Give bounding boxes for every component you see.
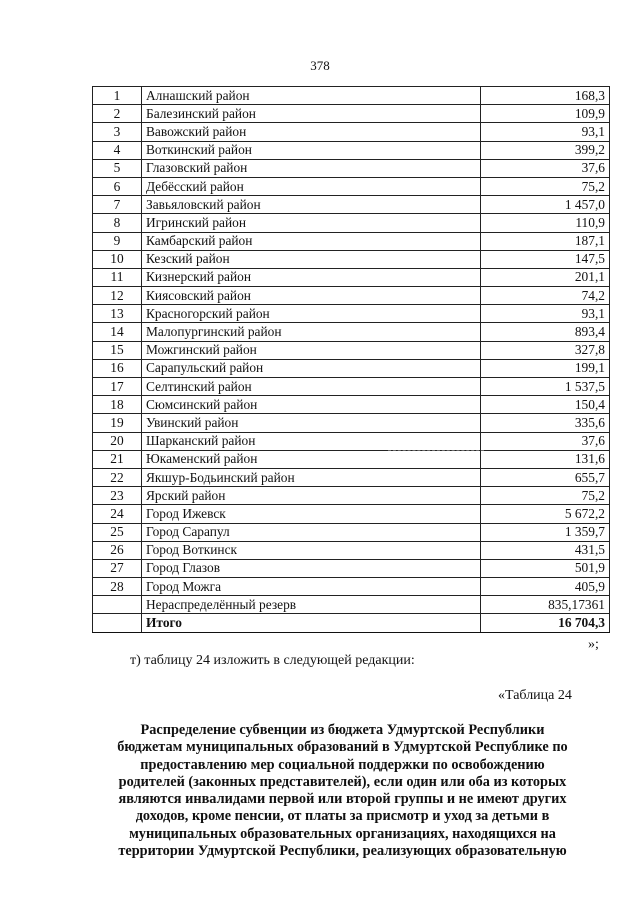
row-number: 10: [93, 250, 142, 268]
heading-line: являются инвалидами первой или второй группы и не имеют других: [118, 791, 567, 808]
municipality-name: Вавожский район: [142, 123, 481, 141]
row-number: 26: [93, 541, 142, 559]
row-value: 93,1: [481, 123, 610, 141]
municipality-name: Завьяловский район: [142, 196, 481, 214]
row-value: 201,1: [481, 268, 610, 286]
row-value: 1 359,7: [481, 523, 610, 541]
row-value: 399,2: [481, 141, 610, 159]
municipality-name: Дебёсский район: [142, 177, 481, 195]
table-row: [93, 505, 610, 523]
row-number: 7: [93, 196, 142, 214]
municipality-name: Город Глазов: [142, 559, 481, 577]
row-number: 1: [93, 87, 142, 105]
row-number: 3: [93, 123, 142, 141]
municipality-name: Балезинский район: [142, 105, 481, 123]
table-row: [93, 468, 610, 486]
table-row: [93, 159, 610, 177]
row-value: 893,4: [481, 323, 610, 341]
total-value: 16 704,3: [481, 614, 610, 632]
row-number: 18: [93, 396, 142, 414]
heading-line: муниципальных образовательных организациях, находящихся на: [129, 825, 556, 842]
row-value: 1 537,5: [481, 378, 610, 396]
table-row: [93, 268, 610, 286]
municipality-name: Глазовский район: [142, 159, 481, 177]
municipality-name: Город Воткинск: [142, 541, 481, 559]
table-row: [93, 287, 610, 305]
table-row: [93, 432, 610, 450]
row-value: 405,9: [481, 578, 610, 596]
municipality-name: Кизнерский район: [142, 268, 481, 286]
heading-line: предоставлению мер социальной поддержки по освобождению: [140, 756, 545, 773]
row-number: 13: [93, 305, 142, 323]
scan-artifact-dash: [388, 450, 484, 451]
row-value: 199,1: [481, 359, 610, 377]
table-row: [93, 341, 610, 359]
table-row: [93, 414, 610, 432]
row-value: 187,1: [481, 232, 610, 250]
table-row: [93, 87, 610, 105]
row-value: 327,8: [481, 341, 610, 359]
heading-line: бюджетам муниципальных образований в Удмуртской Республике по: [117, 739, 568, 756]
row-value: 131,6: [481, 450, 610, 468]
row-value: 74,2: [481, 287, 610, 305]
table-row: [93, 232, 610, 250]
table-row: [93, 141, 610, 159]
row-value: 655,7: [481, 468, 610, 486]
row-value: 110,9: [481, 214, 610, 232]
municipality-name: Можгинский район: [142, 341, 481, 359]
total-label: Итого: [142, 614, 481, 632]
row-number: 27: [93, 559, 142, 577]
row-number: 20: [93, 432, 142, 450]
row-value: 431,5: [481, 541, 610, 559]
row-number: 11: [93, 268, 142, 286]
table-row: [93, 177, 610, 195]
row-number: 9: [93, 232, 142, 250]
heading-line: родителей (законных представителей), если один или оба из которых: [118, 773, 567, 790]
row-value: 5 672,2: [481, 505, 610, 523]
row-value: 37,6: [481, 159, 610, 177]
table-row: [93, 323, 610, 341]
row-number: 5: [93, 159, 142, 177]
municipality-name: Юкаменский район: [142, 450, 481, 468]
row-number: 8: [93, 214, 142, 232]
table-row: [93, 450, 610, 468]
municipality-name: Город Сарапул: [142, 523, 481, 541]
table-row: [93, 214, 610, 232]
subvention-table: [92, 86, 610, 633]
municipality-name: Город Ижевск: [142, 505, 481, 523]
table-body: [93, 87, 610, 633]
table-heading: [95, 722, 590, 860]
row-value: 501,9: [481, 559, 610, 577]
table-row: [93, 596, 610, 614]
row-number: 19: [93, 414, 142, 432]
row-value: 37,6: [481, 432, 610, 450]
page-number: 378: [310, 58, 330, 73]
row-number: 23: [93, 487, 142, 505]
municipality-name: Камбарский район: [142, 232, 481, 250]
row-number: 22: [93, 468, 142, 486]
row-value: 1 457,0: [481, 196, 610, 214]
row-value: 150,4: [481, 396, 610, 414]
municipality-name: Сарапульский район: [142, 359, 481, 377]
table-row: [93, 359, 610, 377]
row-number: 17: [93, 378, 142, 396]
row-value: 335,6: [481, 414, 610, 432]
row-number: 6: [93, 177, 142, 195]
row-number: [93, 596, 142, 614]
table-row: [93, 305, 610, 323]
table-row: [93, 559, 610, 577]
table-row: [93, 523, 610, 541]
municipality-name: Селтинский район: [142, 378, 481, 396]
total-number-cell: [93, 614, 142, 632]
row-number: 16: [93, 359, 142, 377]
table-row: [93, 487, 610, 505]
municipality-name: Малопургинский район: [142, 323, 481, 341]
row-value: 835,17361: [481, 596, 610, 614]
municipality-name: Киясовский район: [142, 287, 481, 305]
row-number: 15: [93, 341, 142, 359]
table-row: [93, 578, 610, 596]
municipality-name: Якшур-Бодьинский район: [142, 468, 481, 486]
row-value: 75,2: [481, 177, 610, 195]
row-number: 24: [93, 505, 142, 523]
table-label: «Таблица 24: [498, 688, 572, 703]
municipality-name: Алнашский район: [142, 87, 481, 105]
row-number: 2: [93, 105, 142, 123]
row-number: 28: [93, 578, 142, 596]
municipality-name: Сюмсинский район: [142, 396, 481, 414]
municipality-name: Воткинский район: [142, 141, 481, 159]
table-row: [93, 123, 610, 141]
row-number: 25: [93, 523, 142, 541]
municipality-name: Шарканский район: [142, 432, 481, 450]
row-value: 109,9: [481, 105, 610, 123]
row-value: 75,2: [481, 487, 610, 505]
row-value: 168,3: [481, 87, 610, 105]
municipality-name: Игринский район: [142, 214, 481, 232]
municipality-name: Увинский район: [142, 414, 481, 432]
table-row: [93, 396, 610, 414]
total-row: [93, 614, 610, 632]
municipality-name: Ярский район: [142, 487, 481, 505]
row-value: 93,1: [481, 305, 610, 323]
municipality-name: Красногорский район: [142, 305, 481, 323]
row-value: 147,5: [481, 250, 610, 268]
closing-quote: »;: [588, 637, 599, 652]
heading-line: доходов, кроме пенсии, от платы за присмотр и уход за детьми в: [135, 808, 550, 825]
table-row: [93, 105, 610, 123]
municipality-name: Город Можга: [142, 578, 481, 596]
row-number: 14: [93, 323, 142, 341]
heading-line: Распределение субвенции из бюджета Удмуртской Республики: [140, 722, 545, 738]
table-row: [93, 541, 610, 559]
table-row: [93, 196, 610, 214]
municipality-name: Нераспределённый резерв: [142, 596, 481, 614]
heading-line: территории Удмуртской Республики, реализующих образовательную: [118, 843, 567, 860]
row-number: 12: [93, 287, 142, 305]
row-number: 21: [93, 450, 142, 468]
table-row: [93, 250, 610, 268]
row-number: 4: [93, 141, 142, 159]
municipality-name: Кезский район: [142, 250, 481, 268]
amendment-paragraph: т) таблицу 24 изложить в следующей редакции:: [130, 653, 415, 668]
table-row: [93, 378, 610, 396]
